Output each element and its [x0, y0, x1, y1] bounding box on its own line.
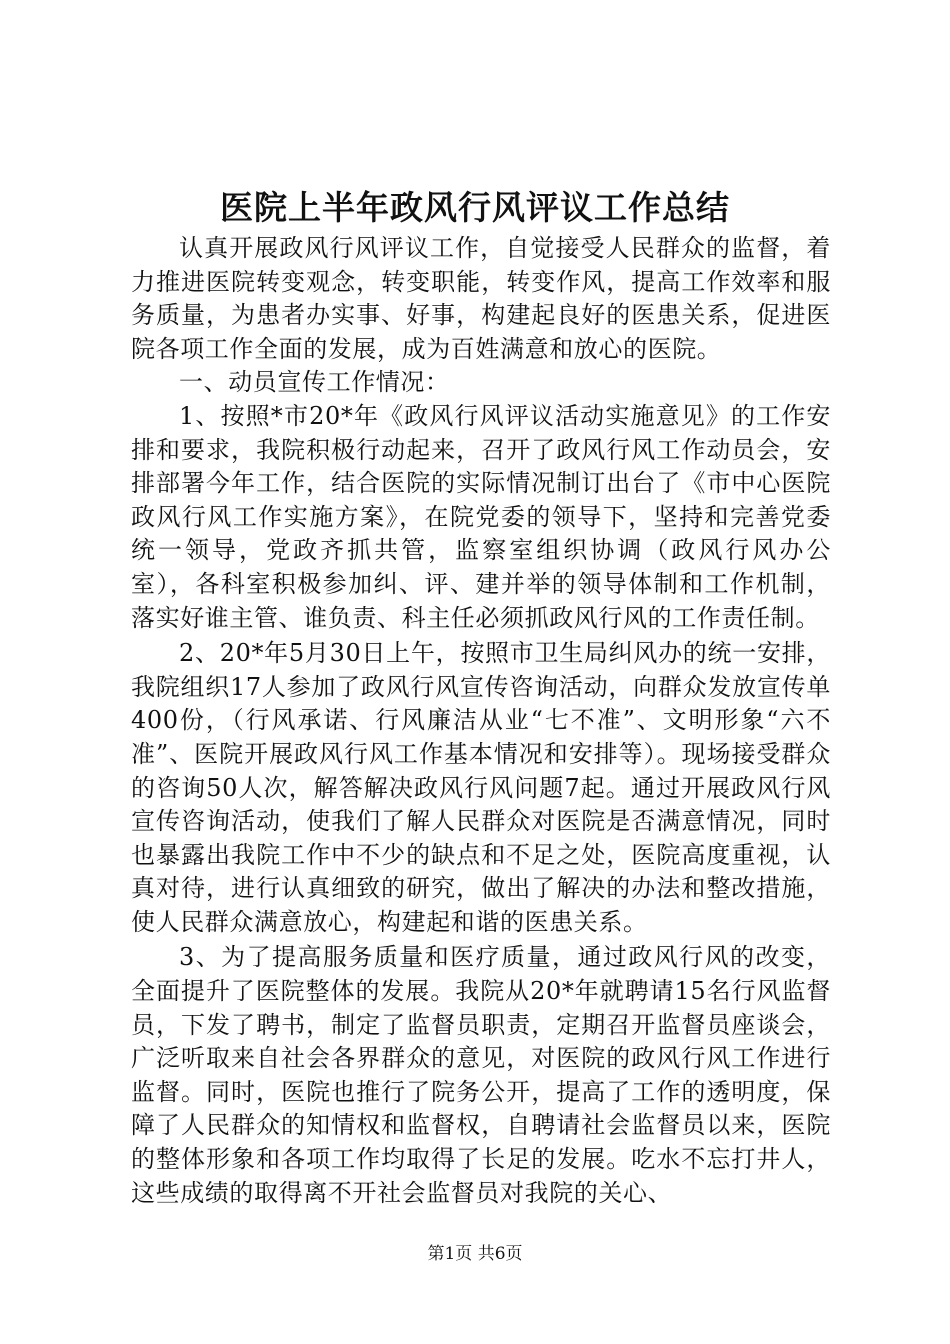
- paragraph-item-1: 1、按照*市20*年《政风行风评议活动实施意见》的工作安排和要求，我院积极行动起来，召开了政风行风工作动员会，安排部署今年工作，结合医院的实际情况制订出台了《市中心医院政风行风工作实施方案》，在院党委的领导下，坚持和完善党委统一领导，党政齐抓共管，监察室组织协调（政风行风办公室），各科室积极参加纠、评、建并举的领导体制和工作机制，落实好谁主管、谁负责、科主任必须抓政风行风的工作责任制。: [131, 401, 831, 632]
- paragraph-item-2: 2、20*年5月30日上午，按照市卫生局纠风办的统一安排，我院组织17人参加了政风行风宣传咨询活动，向群众发放宣传单400份，（行风承诺、行风廉洁从业“七不准”、文明形象“六不准”、医院开展政风行风工作基本情况和安排等）。现场接受群众的咨询50人次，解答解决政风行风问题7起。通过开展政风行风宣传咨询活动，使我们了解人民群众对医院是否满意情况，同时也暴露出我院工作中不少的缺点和不足之处，医院高度重视，认真对待，进行认真细致的研究，做出了解决的办法和整改措施，使人民群众满意放心，构建起和谐的医患关系。: [131, 639, 831, 936]
- section-heading-mobilization: 一、动员宣传工作情况：: [179, 368, 450, 397]
- paragraph-intro: 认真开展政风行风评议工作，自觉接受人民群众的监督，着力推进医院转变观念，转变职能，转变作风，提高工作效率和服务质量，为患者办实事、好事，构建起良好的医患关系，促进医院各项工作全面的发展，成为百姓满意和放心的医院。: [131, 234, 831, 363]
- page-number-footer: 第1页 共6页: [427, 1244, 523, 1264]
- document-title: 医院上半年政风行风评议工作总结: [220, 188, 730, 227]
- paragraph-item-3: 3、为了提高服务质量和医疗质量，通过政风行风的改变，全面提升了医院整体的发展。我院从20*年就聘请15名行风监督员，下发了聘书，制定了监督员职责，定期召开监督员座谈会，广泛听取来自社会各界群众的意见，对医院的政风行风工作进行监督。同时，医院也推行了院务公开，提高了工作的透明度，保障了人民群众的知情权和监督权，自聘请社会监督员以来，医院的整体形象和各项工作均取得了长足的发展。吃水不忘打井人，这些成绩的取得离不开社会监督员对我院的关心、: [131, 943, 831, 1207]
- document-body: [131, 232, 831, 1210]
